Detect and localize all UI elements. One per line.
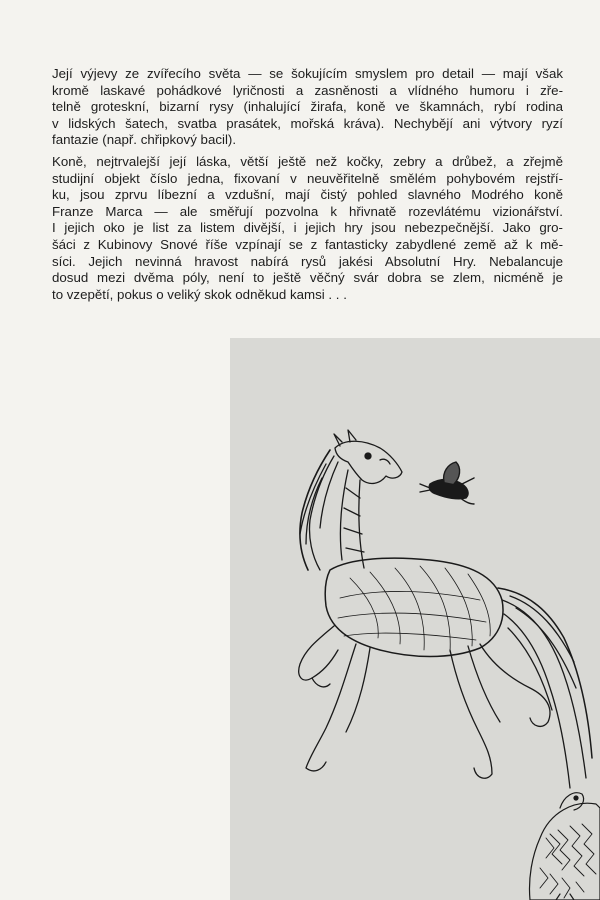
- text-line: ku, jsou zprvu líbezní a vzdušní, mají čistý pohled slavného Modrého koně: [52, 187, 563, 203]
- text-line: to vzepětí, pokus o veliký skok odněkud kamsi . . .: [52, 286, 347, 302]
- text-line: síci. Jejich nevinná hravost nabírá rysů jakési Absolutní Hry. Nebalancuje: [52, 253, 563, 269]
- text-line: dosud mezi dvěma póly, není to ještě věčný svár dobra se zlem, nicméně je: [52, 270, 563, 286]
- text-line: šáci z Kubinovy Snové říše vzpínají se z fantasticky zabydlené země až k mě-: [52, 236, 563, 252]
- text-line: Franze Marca — ale směřují pozvolna k hřivnatě rozevlátému vizionářství.: [52, 203, 563, 219]
- paragraph-1: [52, 66, 563, 149]
- turkey-drawing-icon: [529, 793, 600, 900]
- text-block: [52, 66, 563, 308]
- text-line: I jejich oko je list za listem divější, i jejich hry jsou nebezpečnější. Jako gro-: [52, 220, 563, 236]
- bird-drawing-icon: [420, 462, 474, 504]
- paragraph-2: [52, 154, 563, 303]
- text-line: v lidských šatech, svatba prasátek, mořská kráva). Nechybějí ani výtvory ryzí: [52, 115, 563, 131]
- text-line: studijní objekt číslo jedna, fixovaní v neuvěřitelně smělém pohybovém rejstří-: [52, 170, 563, 186]
- text-line: kromě laskavé pohádkové lyričnosti a zasněnosti a vlídného humoru i zře-: [52, 82, 563, 98]
- text-line: fantazie (např. chřipkový bacil).: [52, 132, 237, 148]
- text-line: Její výjevy ze zvířecího světa — se šokujícím smyslem pro detail — mají však: [52, 66, 563, 81]
- text-line: telně groteskní, bizarní rysy (inhalující žirafa, koně ve škamnách, rybí rodina: [52, 99, 563, 115]
- horse-illustration: [230, 338, 600, 900]
- text-line: Koně, nejtrvalejší její láska, větší ještě než kočky, zebry a drůbež, a zřejmě: [52, 153, 563, 169]
